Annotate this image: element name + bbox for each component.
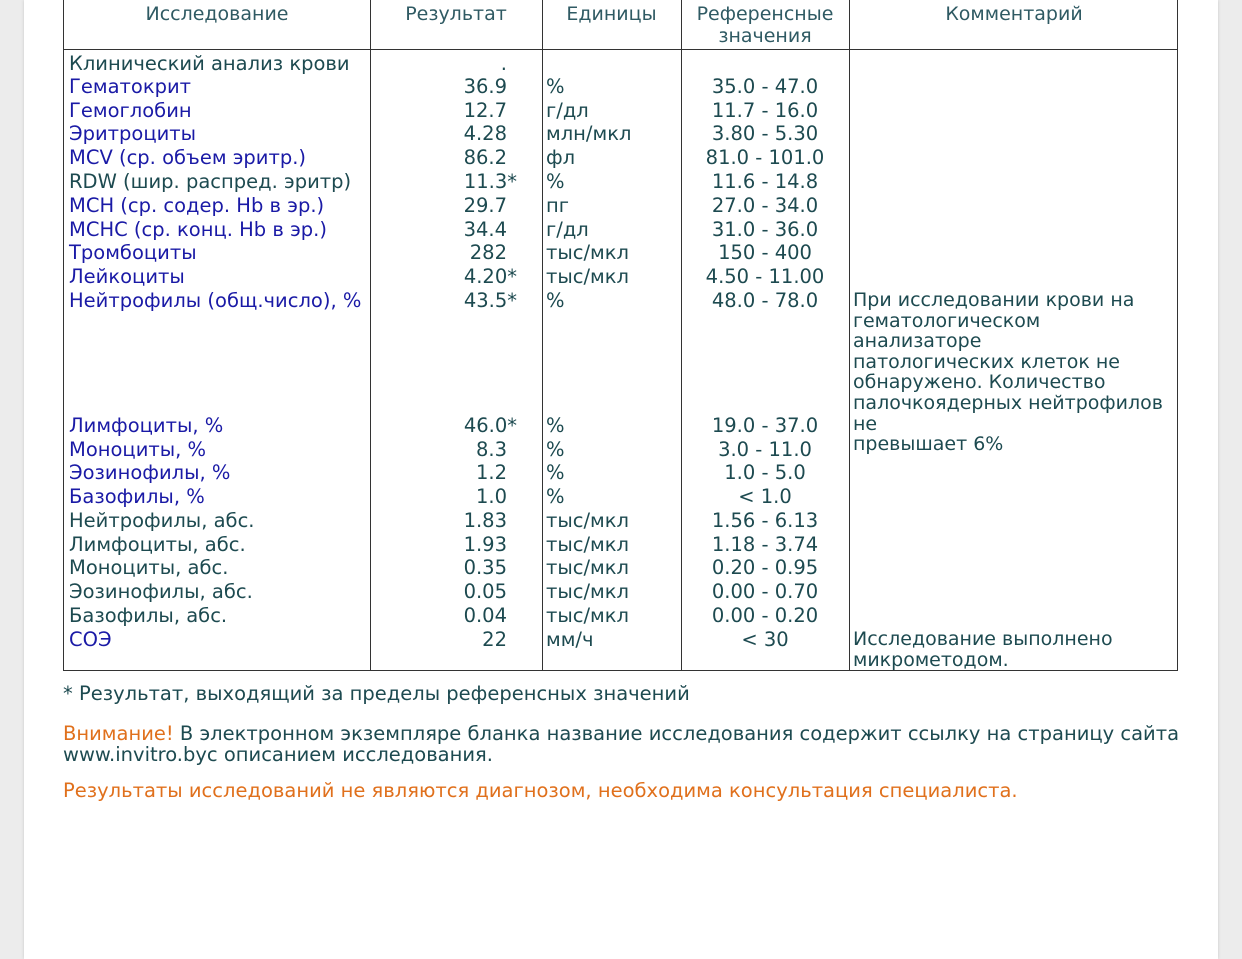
test-result: 86.2 xyxy=(463,146,507,169)
header-test: Исследование xyxy=(145,3,289,25)
comment-line: патологических клеток не xyxy=(853,350,1120,373)
table-row xyxy=(64,170,1177,194)
test-reference: < 1.0 xyxy=(738,485,792,508)
test-reference: 48.0 - 78.0 xyxy=(711,289,819,312)
test-reference: 1.0 - 5.0 xyxy=(724,461,806,484)
test-result: 36.9 xyxy=(463,75,507,98)
test-units: пг xyxy=(546,194,569,217)
comment-line: микрометодом. xyxy=(853,648,1009,671)
header-units: Единицы xyxy=(566,3,657,25)
test-reference: 0.20 - 0.95 xyxy=(711,556,819,579)
test-name: Базофилы, абс. xyxy=(69,604,228,627)
test-reference: 1.56 - 6.13 xyxy=(711,509,819,532)
table-row xyxy=(64,75,1177,99)
disclaimer-note: Результаты исследований не являются диагнозом, необходима консультация специалиста. xyxy=(63,779,1018,802)
test-name: Клинический анализ крови xyxy=(69,52,350,75)
table-row xyxy=(64,265,1177,289)
test-reference: 3.80 - 5.30 xyxy=(711,122,819,145)
test-result: 43.5* xyxy=(463,289,517,312)
test-name[interactable]: Гемоглобин xyxy=(69,99,192,122)
test-units: тыс/мкл xyxy=(546,580,629,603)
test-result: 0.05 xyxy=(463,580,507,603)
attention-note xyxy=(63,723,1179,744)
table-row xyxy=(64,580,1177,604)
test-units: фл xyxy=(546,146,576,169)
comment-esr xyxy=(853,629,1173,670)
test-name[interactable]: Эозинофилы, % xyxy=(69,461,231,484)
test-reference: < 30 xyxy=(741,628,789,651)
test-units: тыс/мкл xyxy=(546,556,629,579)
test-units: г/дл xyxy=(546,99,589,122)
table-row xyxy=(64,146,1177,170)
test-name[interactable]: Нейтрофилы (общ.число), % xyxy=(69,289,362,312)
test-reference: 35.0 - 47.0 xyxy=(711,75,819,98)
test-reference: 3.0 - 11.0 xyxy=(718,438,812,461)
test-name[interactable]: Гематокрит xyxy=(69,75,192,98)
test-reference: 0.00 - 0.70 xyxy=(711,580,819,603)
test-units: % xyxy=(546,438,565,461)
test-name: Нейтрофилы, абс. xyxy=(69,509,255,532)
test-reference: 81.0 - 101.0 xyxy=(705,146,825,169)
test-result: 8.3 xyxy=(475,438,507,461)
test-reference: 4.50 - 11.00 xyxy=(705,265,825,288)
test-units: % xyxy=(546,485,565,508)
header-reference-line2: значения xyxy=(718,25,812,47)
comment-line: палочкоядерных нейтрофилов не xyxy=(853,391,1163,435)
test-name: Эозинофилы, абс. xyxy=(69,580,253,603)
table-row xyxy=(64,99,1177,123)
test-reference: 11.6 - 14.8 xyxy=(711,170,819,193)
test-result: 1.0 xyxy=(475,485,507,508)
test-units: тыс/мкл xyxy=(546,533,629,556)
test-name[interactable]: MCH (ср. содер. Hb в эр.) xyxy=(69,194,325,217)
header-divider xyxy=(64,49,1177,50)
test-result: 1.2 xyxy=(475,461,507,484)
table-row xyxy=(64,556,1177,580)
test-units: тыс/мкл xyxy=(546,604,629,627)
table-row xyxy=(64,604,1177,628)
table-row xyxy=(64,461,1177,485)
table-row xyxy=(64,509,1177,533)
test-result: 46.0* xyxy=(463,414,517,437)
table-row xyxy=(64,194,1177,218)
test-units: мм/ч xyxy=(546,628,594,651)
test-name[interactable]: СОЭ xyxy=(69,628,112,651)
header-reference xyxy=(681,3,849,47)
attention-text: В электронном экземпляре бланка название исследования содержит ссылку на страницу сайта xyxy=(173,722,1180,745)
attention-label: Внимание! xyxy=(63,722,174,745)
test-reference: 19.0 - 37.0 xyxy=(711,414,819,437)
test-units: г/дл xyxy=(546,218,589,241)
test-units: % xyxy=(546,170,565,193)
test-result: 0.04 xyxy=(463,604,507,627)
test-name[interactable]: МСНС (ср. конц. Hb в эр.) xyxy=(69,218,327,241)
test-name[interactable]: Моноциты, % xyxy=(69,438,207,461)
test-result: 4.20* xyxy=(463,265,517,288)
comment-line: обнаружено. Количество xyxy=(853,371,1106,394)
test-result: 34.4 xyxy=(463,218,507,241)
test-units: % xyxy=(546,289,565,312)
test-name[interactable]: Тромбоциты xyxy=(69,241,197,264)
test-name[interactable]: Эритроциты xyxy=(69,122,197,145)
test-units: тыс/мкл xyxy=(546,509,629,532)
test-reference: 150 - 400 xyxy=(718,241,812,264)
table-row xyxy=(64,485,1177,509)
test-result: 282 xyxy=(469,241,507,264)
test-name: Лимфоциты, абс. xyxy=(69,533,246,556)
test-units: тыс/мкл xyxy=(546,265,629,288)
test-reference: 27.0 - 34.0 xyxy=(711,194,819,217)
test-name[interactable]: Базофилы, % xyxy=(69,485,205,508)
test-name[interactable]: MCV (ср. объем эритр.) xyxy=(69,146,307,169)
test-result: 1.93 xyxy=(463,533,507,556)
table-row xyxy=(64,122,1177,146)
test-units: % xyxy=(546,414,565,437)
comment-neutrophils xyxy=(853,290,1173,455)
test-reference: 0.00 - 0.20 xyxy=(711,604,819,627)
table-row xyxy=(64,241,1177,265)
results-table xyxy=(63,0,1178,671)
test-units: млн/мкл xyxy=(546,122,632,145)
comment-line: превышает 6% xyxy=(853,433,1004,456)
comment-line: Исследование выполнено xyxy=(853,628,1113,650)
test-reference: 31.0 - 36.0 xyxy=(711,218,819,241)
header-result: Результат xyxy=(405,3,507,25)
asterisk-note: * Результат, выходящий за пределы референсных значений xyxy=(63,682,690,705)
test-units: % xyxy=(546,461,565,484)
test-units: % xyxy=(546,75,565,98)
test-result: . xyxy=(500,52,507,75)
test-result: 1.83 xyxy=(463,509,507,532)
test-result: 11.3* xyxy=(463,170,517,193)
test-result: 22 xyxy=(482,628,507,651)
table-row xyxy=(64,52,1177,76)
site-link-note[interactable]: www.invitro.byc описанием исследования. xyxy=(63,743,493,766)
test-name: RDW (шир. распред. эритр) xyxy=(69,170,352,193)
header-comment: Комментарий xyxy=(945,3,1083,25)
table-row xyxy=(64,533,1177,557)
test-reference: 11.7 - 16.0 xyxy=(711,99,819,122)
header-reference-line1: Референсные xyxy=(696,3,834,25)
test-result: 29.7 xyxy=(463,194,507,217)
table-row xyxy=(64,218,1177,242)
test-reference: 1.18 - 3.74 xyxy=(711,533,819,556)
test-result: 12.7 xyxy=(463,99,507,122)
test-units: тыс/мкл xyxy=(546,241,629,264)
test-result: 4.28 xyxy=(463,122,507,145)
test-result: 0.35 xyxy=(463,556,507,579)
test-name[interactable]: Лимфоциты, % xyxy=(69,414,224,437)
test-name[interactable]: Лейкоциты xyxy=(69,265,185,288)
comment-line: гематологическом анализаторе xyxy=(853,309,1041,353)
test-name: Моноциты, абс. xyxy=(69,556,229,579)
comment-line: При исследовании крови на xyxy=(853,289,1135,311)
